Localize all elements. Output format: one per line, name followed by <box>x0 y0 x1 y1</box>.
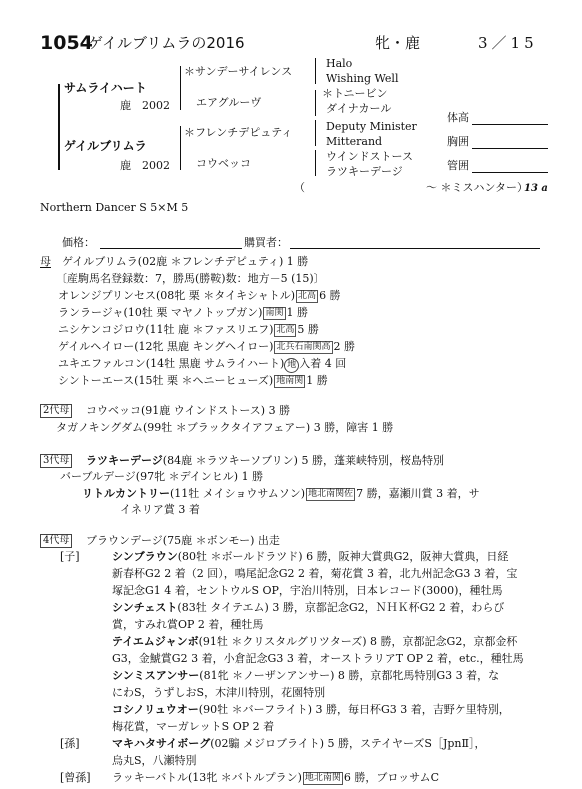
region-badge: 北高 <box>298 291 317 301</box>
family-number: 13 a <box>524 183 548 194</box>
list-item <box>58 290 341 303</box>
chest-field[interactable] <box>472 148 548 149</box>
gen4-title: ブラウンデージ(75鹿 ＊ボンモー) 出走 <box>86 534 280 547</box>
family-line: （ 〜 ＊ミスハンター） <box>294 181 529 194</box>
buyer-field[interactable] <box>290 248 540 249</box>
great-grandchild-text: ラッキーバトル(13牝 ＊バトルプラン) <box>112 771 302 784</box>
region-badge: 南関 <box>265 308 284 318</box>
child-line: 新春杯G2 2 着（2 回），鳴尾記念G2 2 着，菊花賞 3 着，北九州記念G3 3 着，宝 <box>112 567 518 580</box>
region-badge: 北高 <box>276 325 295 335</box>
offspring-text: シントーエース(15牡 栗 ＊ヘニーヒューズ) <box>58 374 274 387</box>
gen4-label: 4代母 <box>40 534 72 548</box>
page-indicator: 3／15 <box>478 34 538 52</box>
chest-label: 胸囲 <box>447 135 469 148</box>
offspring-result: 1 勝 <box>306 374 328 387</box>
dam-dam-sire: ウインドストース <box>326 150 414 163</box>
child-line: 賞，すみれ賞OP 2 着，種牡馬 <box>112 618 264 631</box>
sire-dam: エアグルーヴ <box>196 96 262 109</box>
sire-sire-sire: Halo <box>326 57 353 70</box>
sire-name: サムライハート <box>64 81 147 95</box>
offspring-result: 2 勝 <box>333 340 355 353</box>
list-item <box>58 341 355 354</box>
inbreeding-note: Northern Dancer S 5×M 5 <box>40 201 189 214</box>
dam-dam-dam: ラツキーデージ <box>326 165 403 178</box>
great-grandchild-label: [曾孫] <box>60 771 91 784</box>
offspring-text: ゲイルヘイロー(12牝 黒鹿 キングヘイロー) <box>58 340 274 353</box>
child-line: (81牝 ＊ノーザンアンサー) 8 勝，京都牝馬特別G3 3 着，な <box>199 669 500 682</box>
offspring-result: 6 勝 <box>319 289 341 302</box>
dam-record: 〔産駒馬名登録数：7，勝馬(勝鞍)数：地方－5 (15)〕 <box>56 272 325 285</box>
dam-sire-sire: Deputy Minister <box>326 120 417 133</box>
child-name: コシノリュウオー <box>112 703 199 716</box>
region-badge: 地北南関佐 <box>308 489 354 499</box>
child-rest: (11牡 メイショウサムソン) <box>170 487 306 500</box>
dam-name: ゲイルブリムラ <box>64 139 147 153</box>
cannon-label: 管囲 <box>447 159 469 172</box>
bracket-line <box>315 150 316 176</box>
dam-sire-dam: Mitterand <box>326 135 383 148</box>
child-label: [子] <box>60 550 80 563</box>
child-line: 梅花賞，マーガレットS OP 2 着 <box>112 720 275 733</box>
gen2-title: コウベッコ(91鹿 ウインドストース) 3 勝 <box>86 404 291 417</box>
bracket-line <box>315 58 316 84</box>
bracket-line <box>180 126 181 170</box>
dam-title: ゲイルブリムラ(02鹿 ＊フレンチデピュティ) 1 勝 <box>62 255 309 268</box>
dam-color-year: 鹿 2002 <box>120 159 170 172</box>
child-line: G3，金鯱賞G2 3 着，小倉記念G3 3 着，オーストラリアT OP 2 着，etc.，種牡馬 <box>112 652 524 665</box>
child-line: (80牡 ＊ボールドラツド) 6 勝，阪神大賞典G2，阪神大賞典，日経 <box>177 550 509 563</box>
child-result: 7 勝，嘉瀬川賞 3 着，サ <box>356 487 480 500</box>
bracket-line <box>315 120 316 146</box>
sex-color: 牝・鹿 <box>375 34 421 52</box>
sire-sire-dam: Wishing Well <box>326 72 399 85</box>
dam-dam: コウベッコ <box>196 157 251 170</box>
grandchild-line: 烏丸S，八瀬特別 <box>112 754 197 767</box>
region-badge: 地南関 <box>276 376 304 386</box>
list-item <box>58 324 319 337</box>
child-line: (90牡 ＊バーフライト) 3 勝，毎日杯G3 3 着，吉野ケ里特別， <box>198 703 510 716</box>
bracket-line <box>315 90 316 116</box>
dam-label: 母 <box>40 255 51 268</box>
gen2-label: 2代母 <box>40 404 72 418</box>
child-name: シンミスアンサー <box>112 669 200 682</box>
bracket-line <box>180 66 181 110</box>
offspring-result: 5 勝 <box>297 323 319 336</box>
child-name: シンブラウン <box>112 550 178 563</box>
list-item: バーブルデージ(97牝 ＊デインヒル) 1 勝 <box>60 470 264 483</box>
offspring-text: ランラージャ(10牡 栗 マヤノトップガン) <box>58 306 263 319</box>
sire-color-year: 鹿 2002 <box>120 99 170 112</box>
offspring-result: 入着 4 回 <box>299 357 347 370</box>
child-line: にわS，うずしおS，木津川特別，花園特別 <box>112 686 326 699</box>
child-name: シンチェスト <box>112 601 178 614</box>
sire-sire: ＊サンデーサイレンス <box>184 65 293 78</box>
region-badge: 北兵石南関高 <box>276 342 331 352</box>
sire-dam-sire: ＊トニービン <box>322 87 388 100</box>
grandchild-name: マキハタサイボーグ <box>112 737 211 750</box>
horse-name: ゲイルブリムラの2016 <box>88 34 245 52</box>
price-field[interactable] <box>100 248 242 249</box>
height-label: 体高 <box>447 111 469 124</box>
offspring-text: ユキエファルコン(14牡 黒鹿 サムライハート) <box>58 357 285 370</box>
list-item <box>58 375 328 388</box>
lot-number: 1054 <box>40 32 93 54</box>
child-line: (83牡 タイテエム) 3 勝，京都記念G2，ＮＨＫ杯G2 2 着，わらび <box>177 601 505 614</box>
great-grandchild-result: 6 勝，ブロッサムC <box>343 771 440 784</box>
gen3-name: ラツキーデージ <box>86 454 163 467</box>
gen3-title-rest: (84鹿 ＊ラツキーソブリン) 5 勝，蓬莱峡特別，桜島特別 <box>162 454 444 467</box>
gen3-label: 3代母 <box>40 454 72 468</box>
buyer-label: 購買者： <box>244 236 288 249</box>
height-field[interactable] <box>472 124 548 125</box>
child-line: (91牡 ＊クリスタルグリツターズ) 8 勝，京都記念G2，京都金杯 <box>198 635 518 648</box>
child-name: テイエムジャンボ <box>112 635 199 648</box>
list-item-continued: イネリア賞 3 着 <box>120 503 200 516</box>
pedigree-bracket <box>58 84 60 170</box>
cannon-field[interactable] <box>472 172 548 173</box>
grandchild-line: (02騸 メジロブライト) 5 勝，ステイヤーズS［JpnⅡ］， <box>210 737 486 750</box>
grandchild-label: [孫] <box>60 737 80 750</box>
offspring-text: オレンジプリンセス(08牝 栗 ＊タイキシャトル) <box>58 289 296 302</box>
offspring-result: 1 勝 <box>286 306 308 319</box>
price-label: 価格： <box>62 236 95 249</box>
child-line: 塚記念G1 4 着，セントウルS OP，宇治川特別，日本レコード(3000)，種牡馬 <box>112 584 503 597</box>
region-badge: 地 <box>284 358 299 373</box>
list-item <box>82 488 480 501</box>
sire-dam-dam: ダイナカール <box>326 102 392 115</box>
offspring-text: ニシケンコジロウ(11牡 鹿 ＊ファスリエフ) <box>58 323 274 336</box>
region-badge: 地北南関 <box>304 773 341 783</box>
list-item <box>58 307 308 320</box>
dam-sire: ＊フレンチデピュティ <box>184 126 293 139</box>
child-name: リトルカントリー <box>82 487 170 500</box>
list-item: タガノキングダム(99牡 ＊ブラックタイアフェアー) 3 勝，障害 1 勝 <box>56 421 394 434</box>
list-item <box>58 358 346 373</box>
